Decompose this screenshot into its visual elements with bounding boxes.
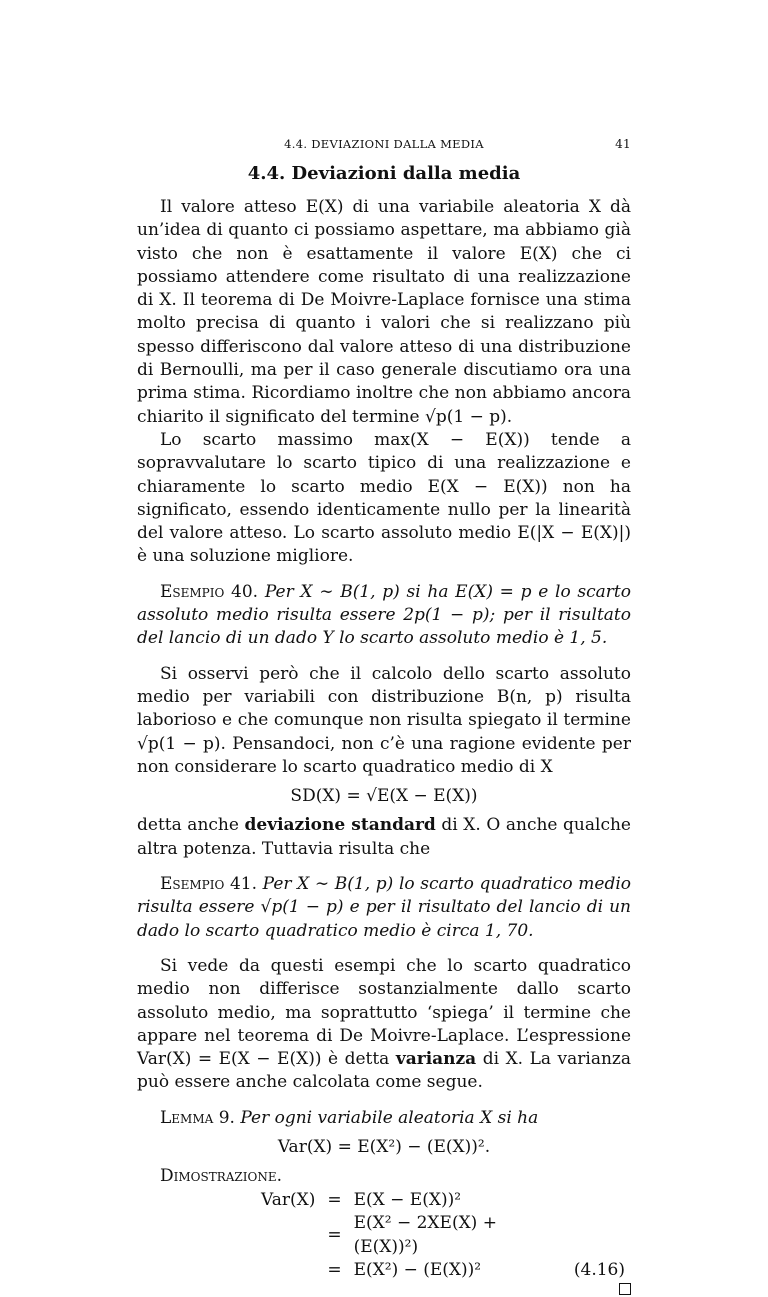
- running-title: 4.4. DEVIAZIONI DALLA MEDIA: [284, 137, 484, 151]
- lemma-9: [137, 1107, 631, 1130]
- paragraph-5: [137, 955, 631, 1095]
- derivation-tag: [529, 1212, 631, 1259]
- derivation-rhs: E(X² − 2XE(X) + (E(X))²): [353, 1213, 497, 1257]
- paragraph-4-post: di X. O anche qualche altra potenza. Tuttavia risulta che: [137, 815, 631, 859]
- paragraph-4: [137, 814, 631, 861]
- derivation-row: [255, 1259, 631, 1283]
- varianza-term: varianza: [395, 1049, 477, 1070]
- example-40: [137, 581, 631, 651]
- page-number: 41: [615, 137, 631, 151]
- paragraph-4-pre: detta anche: [137, 815, 245, 836]
- example-41-text: Per X ∼ B(1, p) lo scarto quadratico medio risulta essere √p(1 − p) e per il risultato del lancio di un dado lo scarto quadratico medio è circa 1, 70.: [137, 874, 631, 941]
- body-text: [137, 196, 631, 1297]
- derivation-rhs: E(X²) − (E(X))²: [353, 1260, 482, 1281]
- lemma-label: Lemma 9.: [160, 1107, 235, 1128]
- proof-label: Dimostrazione.: [160, 1166, 283, 1187]
- equation-sd: SD(X) = √E(X − E(X)): [290, 786, 478, 807]
- derivation-rel: =: [327, 1260, 342, 1281]
- lemma-text: Per ogni variabile aleatoria X si ha: [240, 1107, 539, 1128]
- derivation-rel: =: [327, 1189, 342, 1210]
- paragraph-5-post: di X. La varianza può essere anche calcolata come segue.: [137, 1049, 632, 1093]
- derivation-lhs: [255, 1212, 321, 1259]
- derivation-row: [255, 1189, 631, 1213]
- derivation: [255, 1189, 631, 1283]
- proof: [137, 1165, 631, 1188]
- equation-number: (4.16): [573, 1260, 625, 1281]
- deviazione-standard-term: deviazione standard: [244, 815, 436, 836]
- running-header: [137, 137, 631, 151]
- derivation-rhs: E(X − E(X))²: [353, 1189, 462, 1210]
- derivation-rel: =: [327, 1224, 342, 1245]
- qed-square-icon: [619, 1283, 631, 1295]
- derivation-tag: [529, 1189, 631, 1213]
- paragraph-3: Si osservi però che il calcolo dello scarto assoluto medio per variabili con distribuzione B(n, p) risulta laborioso e che comunque non risulta spiegato il termine √p(1 − p). Pensandoci, non c’è una ragione evidente per non considerare lo scarto quadratico medio di X: [137, 663, 631, 777]
- derivation-row: [255, 1212, 631, 1259]
- example-41-label: Esempio 41.: [160, 874, 258, 895]
- paragraph-2: Lo scarto massimo max(X − E(X)) tende a sopravvalutare lo scarto tipico di una realizzazione e chiaramente lo scarto medio E(X − E(X)) non ha significato, essendo identicamente nullo per la linearità del valore atteso. Lo scarto assoluto medio E(|X − E(X)|) è una soluzione migliore.: [137, 429, 631, 567]
- derivation-lhs: Var(X): [261, 1189, 316, 1210]
- equation-var: Var(X) = E(X²) − (E(X))².: [277, 1136, 491, 1157]
- paragraph-1: Il valore atteso E(X) di una variabile aleatoria X dà un’idea di quanto ci possiamo aspettare, ma abbiamo già visto che non è esattamente il valore E(X) che ci possiamo attendere come risultato di una realizzazione di X. Il teorema di De Moivre-Laplace fornisce una stima molto precisa di quanto i valori che si realizzano più spesso differiscono dal valore atteso di una distribuzione di Bernoulli, ma per il caso generale discutiamo ora una prima stima. Ricordiamo inoltre che non abbiamo ancora chiarito il significato del termine √p(1 − p).: [137, 197, 631, 427]
- example-41: [137, 873, 631, 943]
- example-40-text: Per X ∼ B(1, p) si ha E(X) = p e lo scarto assoluto medio risulta essere 2p(1 − p); per il risultato del lancio di un dado Y lo scarto assoluto medio è 1, 5.: [137, 581, 631, 649]
- section-title: 4.4. Deviazioni dalla media: [247, 163, 521, 184]
- paragraph-5-pre: Si vede da questi esempi che lo scarto quadratico medio non differisce sostanzialmente dallo scarto assoluto medio, ma soprattutto ‘spiega’ il termine che appare nel teorema di De Moivre-Laplace. L’espressione Var(X) = E(X − E(X)) è detta: [137, 955, 631, 1070]
- example-40-label: Esempio 40.: [160, 581, 259, 602]
- derivation-lhs: [255, 1259, 321, 1283]
